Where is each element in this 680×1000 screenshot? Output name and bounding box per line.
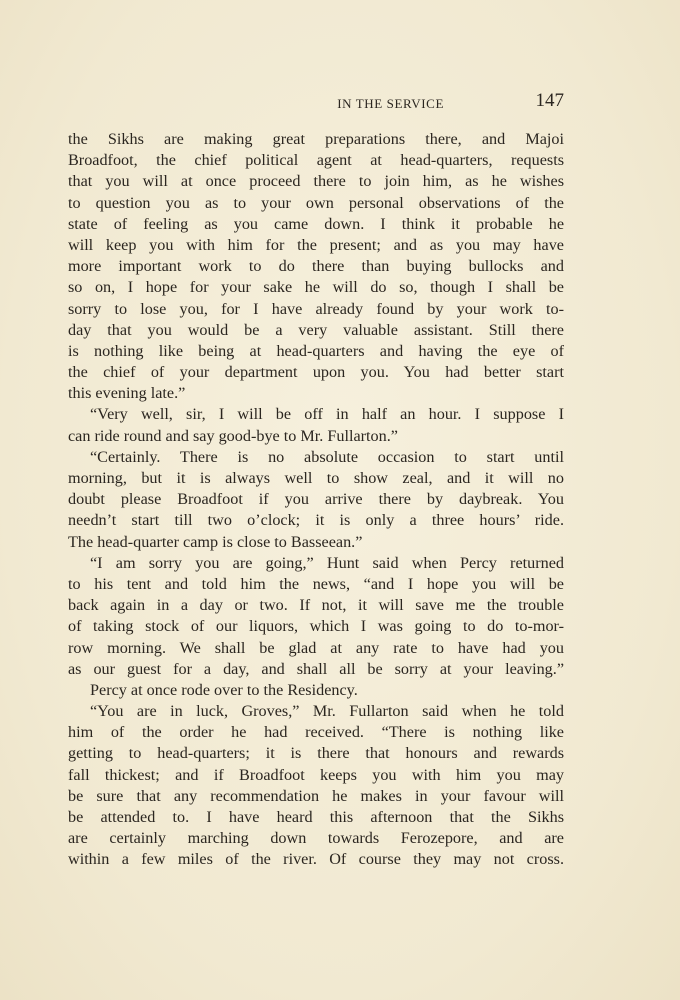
text-line: to question you as to your own personal observations of the: [68, 193, 564, 212]
text-line: “You are in luck, Groves,” Mr. Fullarton said when he told: [90, 702, 564, 721]
text-line: will keep you with him for the present; and as you may have: [68, 235, 564, 254]
running-head: [68, 90, 564, 116]
text-line: The head-quarter camp is close to Basseean.”: [68, 532, 363, 551]
text-line: row morning. We shall be glad at any rate to have had you: [68, 638, 564, 657]
text-line: within a few miles of the river. Of course they may not cross.: [68, 850, 564, 869]
text-line: be attended to. I have heard this afternoon that the Sikhs: [68, 808, 564, 826]
text-line: state of feeling as you came down. I think it probable he: [68, 214, 564, 233]
text-line: “Very well, sir, I will be off in half an hour. I suppose I: [90, 405, 564, 424]
text-line: of taking stock of our liquors, which I was going to do to-mor-: [68, 617, 564, 636]
text-line: fall thickest; and if Broadfoot keeps you with him you may: [68, 765, 564, 784]
text-line: doubt please Broadfoot if you arrive there by daybreak. You: [68, 490, 564, 509]
text-line: morning, but it is always well to show zeal, and it will no: [68, 469, 564, 487]
text-line: be sure that any recommendation he makes in your favour will: [68, 786, 564, 805]
text-line: are certainly marching down towards Ferozepore, and are: [68, 829, 564, 848]
text-line: day that you would be a very valuable assistant. Still there: [68, 320, 564, 339]
text-line: is nothing like being at head-quarters and having the eye of: [68, 341, 564, 360]
text-line: can ride round and say good-bye to Mr. Fullarton.”: [68, 426, 398, 445]
page-number: 147: [535, 90, 564, 111]
text-line: the Sikhs are making great preparations there, and Majoi: [68, 130, 564, 148]
text-line: getting to head-quarters; it is there that honours and rewards: [68, 744, 564, 763]
text-line: so on, I hope for your sake he will do so, though I shall be: [68, 278, 564, 297]
text-line: Broadfoot, the chief political agent at head-quarters, requests: [68, 151, 564, 170]
text-line: that you will at once proceed there to join him, as he wishes: [68, 172, 564, 191]
text-line: him of the order he had received. “There is nothing like: [68, 723, 564, 742]
text-line: needn’t start till two o’clock; it is only a three hours’ ride.: [68, 511, 564, 530]
text-line: to his tent and told him the news, “and I hope you will be: [68, 574, 564, 593]
running-title: IN THE SERVICE: [337, 96, 444, 111]
text-line: Percy at once rode over to the Residency.: [90, 680, 358, 699]
text-line: “Certainly. There is no absolute occasion to start until: [90, 447, 564, 466]
text-line: this evening late.”: [68, 384, 186, 403]
body-text: [68, 129, 564, 871]
text-line: back again in a day or two. If not, it will save me the trouble: [68, 596, 564, 615]
text-line: the chief of your department upon you. You had better start: [68, 363, 564, 382]
text-line: more important work to do there than buying bullocks and: [68, 257, 564, 276]
text-line: as our guest for a day, and shall all be sorry at your leaving.”: [68, 659, 564, 678]
text-line: sorry to lose you, for I have already found by your work to-: [68, 299, 564, 318]
text-line: “I am sorry you are going,” Hunt said when Percy returned: [90, 553, 564, 572]
